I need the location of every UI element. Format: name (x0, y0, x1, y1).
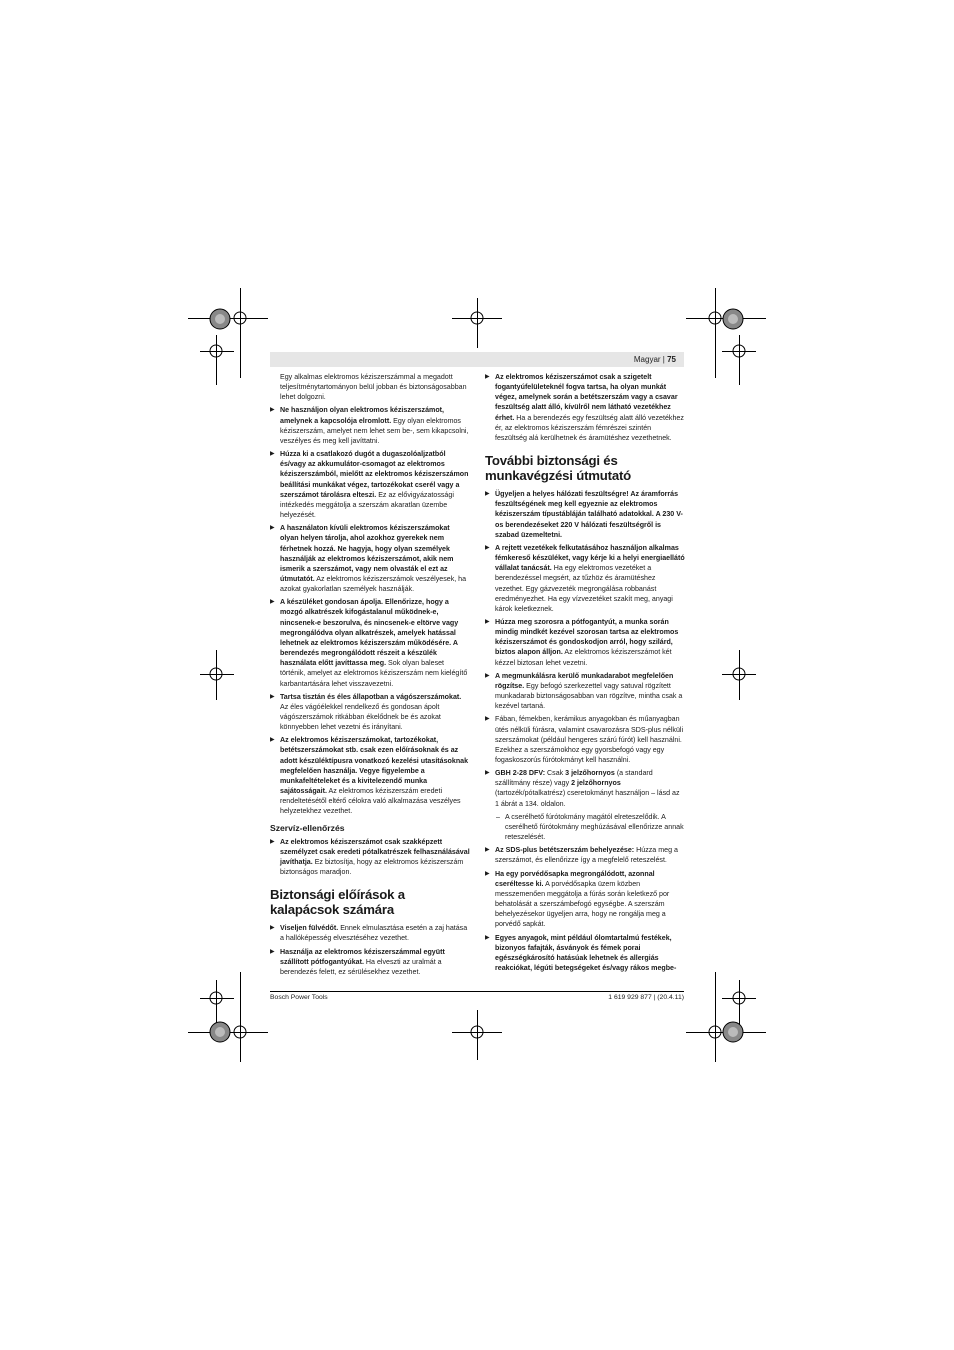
gbh-text-1: Csak (545, 769, 566, 778)
further-heading: További biztonsági és munkavégzési útmutató (485, 453, 632, 484)
bullet-text: Az elektromos kéziszerszám eredeti rendeltetésétől eltérő célokra való alkalmazása veszélyes helyzetekhez vezethet. (280, 787, 461, 816)
bullet-bold-text: Húzza meg szorosra a pótfogantyút, a munka során mindig mindkét kezével szorosan tartsa az elektromos kéziszerszámot és gondoskodjon arról, hogy szilárd, biztos alapon álljon. (495, 617, 679, 657)
crosshair-icon (466, 1021, 488, 1043)
bullet-text: Egy befogó szerkezettel vagy satuval rögzített munkadarab biztonságosabban van rögzítve, mintha csak a kezével tartaná. (495, 681, 683, 711)
bullet-item (270, 692, 470, 733)
bullet-item (270, 449, 470, 520)
bullet-item (270, 405, 470, 446)
bullet-item (270, 947, 470, 977)
intro-paragraph: Egy alkalmas elektromos kéziszerszámmal a megadott teljesítménytartományon belül jobban és biztonságosabban lehet dolgozni. (280, 373, 467, 402)
bullet-item (270, 837, 470, 878)
right-bottom-items (485, 845, 685, 973)
crosshair-icon (728, 663, 750, 685)
bullet-icon: ▶ (270, 599, 275, 606)
bullet-icon: ▶ (485, 618, 490, 625)
bullet-bold-text: A használaton kívüli elektromos kéziszerszámokat olyan helyen tárolja, ahol azokhoz gyerekek nem férhetnek hozzá. Ne hagyja, hogy olyan személyek használják az elektromos kéziszerszámot, akik nem ismerik a szerszámot, vagy nem olvasták el ezt az útmutatót. (280, 524, 454, 583)
bullet-text: A porvédősapka üzem közben messzemenően meggátolja a fúrás során keletkező por behatolását a szerszámbefogó egységbe. A szerszám behelyezésekor ügyeljen arra, hogy ne rongálja meg a porvédő sapkát. (495, 879, 670, 929)
crosshair-icon (728, 987, 750, 1009)
bullet-icon: ▶ (485, 491, 490, 498)
bullet-icon: ▶ (485, 716, 490, 723)
bullet-icon: ▶ (485, 770, 490, 777)
bullet-item (485, 543, 685, 614)
bullet-icon: ▶ (270, 948, 275, 955)
crosshair-icon (704, 1021, 726, 1043)
bullet-bold-text: Ügyeljen a helyes hálózati feszültségre! Az áramforrás feszültségének meg kell egyeznie az elektromos kéziszerszám típustábláján található adatokkal. A 230 V-os berendezéseket 220 V hálózati feszültségről is szabad üzemeltetni. (495, 490, 683, 539)
page-header (270, 352, 684, 367)
bullet-item (485, 617, 685, 668)
dash-item (485, 812, 685, 842)
bullet-item (485, 869, 685, 930)
bullet-item (270, 523, 470, 594)
crosshair-icon (704, 307, 726, 329)
crosshair-icon (229, 1021, 251, 1043)
dash-text: A cserélhető fúrótokmány magától elreteszelődik. A cserélhető fúrótokmány meghúzásával ellenőrizze annak reteszelését. (505, 812, 684, 842)
footer-brand: Bosch Power Tools (270, 994, 328, 1001)
bullet-icon: ▶ (270, 451, 275, 458)
hammer-items (270, 923, 470, 977)
bullet-bold-text: A megmunkálásra kerülő munkadarabot megfelelően rögzítse. (495, 671, 674, 690)
bullet-icon: ▶ (270, 838, 275, 845)
bullet-bold-text: Az SDS-plus betétszerszám behelyezése: (495, 846, 635, 855)
bullet-icon: ▶ (270, 407, 275, 414)
bullet-bold-text: Viseljen fülvédőt. (280, 924, 339, 933)
bullet-bold-text: Az elektromos kéziszerszámot csak a szigetelt fogantyúfelületeknél fogva tartsa, ha olyan munkát végez, amelynek során a betétszerszám vagy a csavar feszültség alatt álló, kívülről nem látható vezetékhez érhet. (495, 373, 678, 422)
bullet-bold-text: Egyes anyagok, mint például ólomtartalmú festékek, bizonyos fafajták, ásványok és fémek porai egészségkárosító hatásúak lehetnek és allergiás reakciókat, légúti betegségeket és/vagy rákos megbe- (495, 933, 677, 972)
gbh-item (485, 768, 685, 809)
bullet-text: Ha elveszti az uralmát a berendezés felett, ez sérülésekhez vezethet. (280, 957, 442, 976)
gbh-bold-3: 2 jelzőhornyos (571, 779, 621, 788)
bullet-text: Ha a berendezés egy feszültség alatt álló vezetékhez ér, az elektromos kéziszerszám fémrészei szintén feszültség alá kerülhetnek és áramütéshez vezethetnek. (495, 413, 684, 442)
gbh-text-3: (tartozék/pótalkatrész) cseretokmányt használjon – lásd az 1 ábrát a 134. oldalon. (495, 789, 680, 808)
bullet-icon: ▶ (485, 934, 490, 941)
bullet-item (485, 933, 685, 974)
bullet-text: Az elektromos kéziszerszámot két kézzel biztosan lehet vezetni. (495, 648, 672, 667)
bullet-item (485, 845, 685, 865)
bullet-icon: ▶ (270, 925, 275, 932)
bullet-bold-text: Tartsa tisztán és éles állapotban a vágószerszámokat. (280, 692, 462, 701)
gbh-bold-2: 3 jelzőhornyos (565, 769, 615, 778)
bullet-icon: ▶ (270, 525, 275, 532)
bullet-text: Az elektromos kéziszerszámok veszélyesek, ha azokat gyakorlatlan személyek használják. (280, 574, 467, 594)
bullet-text: Sok olyan baleset történik, amelyet az elektromos kéziszerszám nem kielégítő karbantartására lehet visszavezetni. (280, 659, 468, 688)
right-column (485, 372, 685, 976)
bullet-icon: ▶ (485, 870, 490, 877)
right-items (485, 489, 685, 765)
bullet-item (270, 735, 470, 816)
bullet-icon: ▶ (485, 544, 490, 551)
gbh-text-2: (a standard szállítmány része) vagy (495, 769, 653, 788)
crosshair-icon (205, 340, 227, 362)
bullet-text: Ha egy elektromos vezetéket a berendezéssel megsért, az tűzhöz és áramütéshez vezethet. Egy gázvezeték megrongálása robbanást eredményezhet. Ha egy vízvezetéket szakít meg, anyagi károk keletkeznek. (495, 564, 673, 613)
bullet-item (270, 597, 470, 688)
bullet-icon: ▶ (270, 737, 275, 744)
bullet-bold-text: Húzza ki a csatlakozó dugót a dugaszolóaljzatból és/vagy az akkumulátor-csomagot az elektromos kéziszerszámból, mielőtt az elektromos kéziszerszámon beállítási munkákat végez, tartozékokat cserél vagy a szerszámot tárolásra elteszi. (280, 450, 469, 499)
bullet-text: Ez az elővigyázatossági intézkedés meggátolja a szerszám akaratlan üzembe helyezését. (280, 490, 454, 520)
bullet-item (485, 489, 685, 540)
bullet-bold-text: Az elektromos kéziszerszámokat, tartozékokat, betétszerszámokat stb. csak ezen előírásoknak és az adott készüléktípusra vonatkozó kezelési utasításoknak megfelelően használja. Vegye figyelembe a munkafeltételeket és a kivitelezendő munka sajátosságait. (280, 736, 469, 796)
crosshair-icon (205, 663, 227, 685)
hammer-heading: Biztonsági előírások a kalapácsok számára (270, 887, 405, 918)
crosshair-icon (205, 987, 227, 1009)
bullet-item (485, 372, 685, 443)
crosshair-icon (466, 307, 488, 329)
bullet-text: Ennek elmulasztása esetén a zaj hatása a hallóképesség elvesztéséhez vezethet. (280, 924, 468, 943)
header-text: Magyar | 75 (633, 355, 676, 364)
crosshair-icon (229, 307, 251, 329)
bullet-text: Ez biztosítja, hogy az elektromos kéziszerszám biztonságos maradjon. (280, 857, 464, 877)
bullet-bold-text: Használja az elektromos kéziszerszámmal együtt szállított pótfogantyúkat. (280, 947, 445, 966)
footer-doc-number: 1 619 929 877 | (20.4.11) (608, 994, 684, 1001)
left-items (270, 405, 470, 816)
service-items (270, 837, 470, 878)
bullet-item (485, 714, 685, 765)
dash-icon: – (496, 812, 500, 821)
bullet-bold-text: Ha egy porvédősapka megrongálódott, azonnal cseréltesse ki. (495, 869, 655, 888)
bullet-text: Az éles vágóélekkel rendelkező és gondosan ápolt vágószerszámok ritkábban ékelődnek be és azokat könnyebben lehet vezetni és irányítani. (280, 702, 441, 732)
header-section: Magyar (633, 355, 661, 364)
bullet-bold-text: Ne használjon olyan elektromos kéziszerszámot, amelynek a kapcsolója elromlott. (280, 406, 445, 425)
bullet-bold-text: Az elektromos kéziszerszámot csak szakképzett személyzet csak eredeti pótalkatrészek felhasználásával javíthatja. (280, 837, 470, 866)
bullet-bold-text: A rejtett vezetékek felkutatásához használjon alkalmas fémkereső készüléket, vagy kérje ki a helyi energiaellátó vállalat tanácsát. (495, 543, 685, 573)
bullet-icon: ▶ (270, 693, 275, 700)
right-top-items (485, 372, 685, 443)
bullet-text: Fában, fémekben, kerámikus anyagokban és műanyagban ütés nélküli fúrásra, valamint csavarozásra SDS-plus nélküli szerszámokat (például hengeres szárú fúrót) kell használni. Ezekhez a szerszámokhoz egy gyorsbefogó vagy egy fogaskoszorús fúrótokmányt kell használni. (495, 715, 684, 764)
bullet-text: Húzza meg a szerszámot, és ellenőrizze így a megfelelő reteszelést. (495, 846, 678, 865)
bullet-item (485, 671, 685, 712)
page-number: 75 (667, 355, 676, 364)
crosshair-icon (728, 340, 750, 362)
bullet-bold-text: A készüléket gondosan ápolja. Ellenőrizze, hogy a mozgó alkatrészek kifogástalanul működnek-e, nincsenek-e beszorulva, és nincsenek-e eltörve vagy megrongálódva olyan alkatrészek, amelyek hatással lehetnek az elektromos kéziszerszám működésére. A berendezés megrongálódott részeit a készülék használata előtt javíttassa meg. (280, 598, 459, 668)
color-target-icon (209, 1021, 231, 1043)
bullet-item (270, 923, 470, 943)
left-column (270, 372, 470, 980)
footer-rule (270, 991, 684, 992)
bullet-icon: ▶ (485, 374, 490, 380)
service-heading: Szervíz-ellenőrzés (270, 822, 345, 833)
color-target-icon (209, 308, 231, 330)
bullet-icon: ▶ (485, 847, 490, 854)
bullet-icon: ▶ (485, 672, 490, 679)
gbh-model: GBH 2-28 DFV: (495, 769, 546, 778)
bullet-text: Egy olyan elektromos kéziszerszám, amelyet nem lehet sem be-, sem kikapcsolni, veszélyes és meg kell javíttatni. (280, 416, 469, 445)
